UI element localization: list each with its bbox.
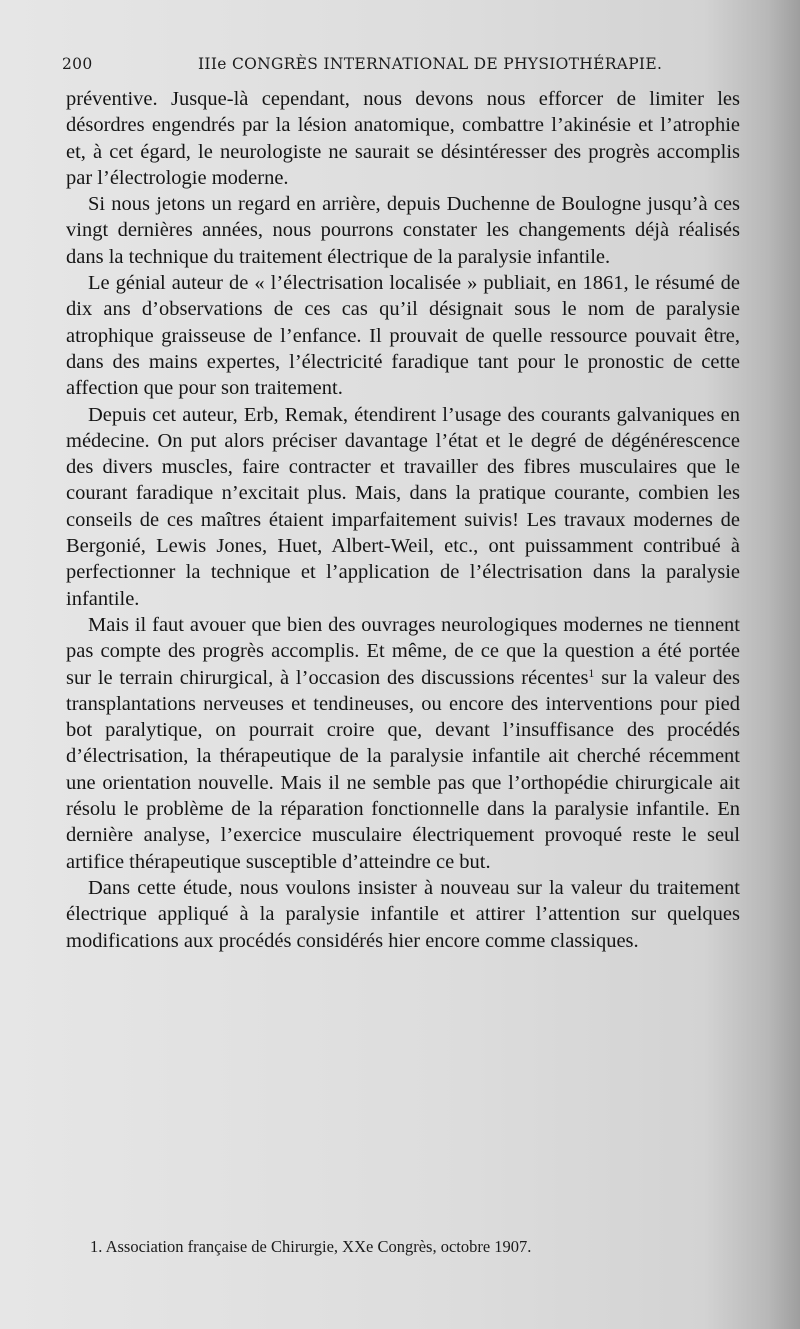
- paragraph-4: Depuis cet auteur, Erb, Remak, étendirent l’usage des courants galvaniques en médecine. On put alors préciser davantage l’état et le degré de dégénérescence des divers muscles, faire contracter et travailler des fibres musculaires que le courant faradique n’excitait plus. Mais, dans la pratique courante, combien les conseils de ces maîtres étaient imparfaitement suivis! Les travaux modernes de Bergonié, Lewis Jones, Huet, Albert-Weil, etc., ont puissamment contribué à perfectionner la technique et l’application de l’électrisation dans la paralysie infantile.: [66, 403, 740, 610]
- paragraph-2: Si nous jetons un regard en arrière, depuis Duchenne de Boulogne jusqu’à ces vingt dernières années, nous pourrons constater les changements déjà réalisés dans la technique du traitement électrique de la paralysie infantile.: [66, 193, 740, 268]
- running-header: [62, 55, 760, 81]
- running-title: IIIe CONGRÈS INTERNATIONAL DE PHYSIOTHÉRAPIE.: [198, 55, 663, 73]
- footnote: 1. Association française de Chirurgie, XXe Congrès, octobre 1907.: [90, 1237, 532, 1256]
- paragraph-5: [66, 612, 740, 875]
- paragraph-5-text-b: sur la valeur des transplantations nerveuses et tendineuses, ou encore des interventions pour pied bot paralytique, on pourrait croire que, devant l’insuffisance des procédés d’électrisation, la thérapeutique de la paralysie infantile ait cherché récemment une orientation nouvelle. Mais il ne semble pas que l’orthopédie chirurgicale ait résolu le problème de la réparation fonctionnelle dans la paralysie infantile. En dernière analyse, l’exercice musculaire électriquement provoqué reste le seul artifice thérapeutique susceptible d’atteindre ce but.: [66, 666, 740, 873]
- paragraph-1: préventive. Jusque-là cependant, nous devons nous efforcer de limiter les désordres engendrés par la lésion anatomique, combattre l’akinésie et l’atrophie et, à cet égard, le neurologiste ne saurait se désintéresser des progrès accomplis par l’électrologie moderne.: [66, 88, 740, 189]
- paragraph-6: Dans cette étude, nous voulons insister à nouveau sur la valeur du traitement électrique appliqué à la paralysie infantile et attirer l’attention sur quelques modifications aux procédés considérés hier encore comme classiques.: [66, 876, 740, 952]
- paragraph-5-text-a: Mais il faut avouer que bien des ouvrages neurologiques modernes ne tiennent pas compte des progrès accomplis. Et même, de ce que la question a été portée sur le terrain chirurgical, à l’occasion des discussions récentes: [66, 613, 740, 689]
- footnote-marker: 1: [588, 665, 595, 680]
- body-text: [66, 86, 740, 954]
- page-number: 200: [62, 55, 93, 73]
- paragraph-3: Le génial auteur de « l’électrisation localisée » publiait, en 1861, le résumé de dix ans d’observations de ces cas qu’il désignait sous le nom de paralysie atrophique graisseuse de l’enfance. Il prouvait de quelle ressource pouvait être, dans des mains expertes, l’électricité faradique tant pour le pronostic de cette affection que pour son traitement.: [66, 272, 740, 400]
